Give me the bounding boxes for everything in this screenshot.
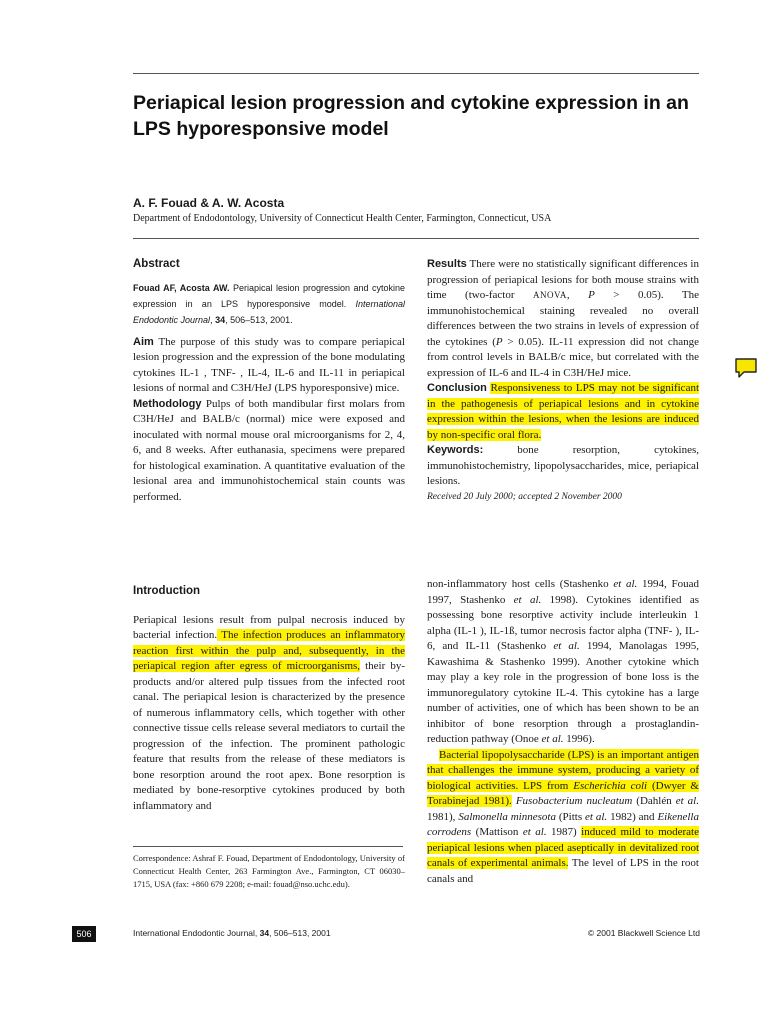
cite-sep: , (210, 314, 216, 325)
results-text-4: > 0.05). IL-11 expression did not change from control levels in BALB/c mice, but correlated with the expression of IL-6 and IL-4 in C3H/HeJ mice. (427, 335, 699, 379)
intro-p1-highlight[interactable]: The infection produces an inflammatory reaction first within the pulp and, subsequently, in the periapical region after egress of microorganisms, (133, 629, 405, 672)
abstract-right-column (427, 257, 699, 505)
r-p2-g: 1987) (546, 826, 582, 838)
r-p1-etal-2: et al. (513, 593, 542, 606)
conclusion-label: Conclusion (427, 382, 487, 394)
r-p2-etal-6: et al. (585, 810, 608, 823)
intro-right-paragraph-1 (427, 577, 699, 748)
results-p-symbol-2: P (495, 335, 503, 348)
methodology-paragraph (133, 397, 405, 506)
keywords-text: bone resorption, cytokines, immunohistochemistry, lipopolysaccharides, mice, periapical lesions. (427, 444, 699, 487)
results-text-1: There were no statistically significant differences in progression of periapical lesions for both mouse strains with time (two-factor (427, 258, 699, 301)
methodology-label: Methodology (133, 397, 202, 410)
correspondence-note: Correspondence: Ashraf F. Fouad, Department of Endodontology, University of Connecticut Health Center, 263 Farmington Ave., Farmington, CT 06030–1715, USA (fax: +860 679 2208; e-mail: fouad@nso.uchc.edu). (133, 853, 405, 889)
r-p2-e: 1982) and (607, 810, 658, 823)
comment-icon[interactable] (734, 357, 758, 379)
results-p-symbol-1: P (588, 289, 595, 301)
header-rule (133, 238, 699, 239)
author-list: A. F. Fouad & A. W. Acosta (133, 196, 285, 210)
abstract-heading: Abstract (133, 258, 180, 270)
affiliation: Department of Endodontology, University of Connecticut Health Center, Farmington, Connecticut, USA (133, 213, 552, 224)
cite-authors: Fouad AF, Acosta AW. (133, 282, 230, 293)
intro-right-column (427, 577, 699, 887)
received-date: Received 20 July 2000; accepted 2 November 2000 (427, 491, 622, 502)
footer-journal (133, 928, 331, 938)
r-p1-d: 1994, Manolagas 1995, Kawashima & Stashenko 1999). Another cytokine which may play a key role in the progression of bone loss is the immunoregulatory cytokine IL-4. This cytokine has a large number of activities, one of which has been shown to be an inhibitor of bone resorption through a prostaglandin-reduction pathway (Onoe (427, 640, 700, 745)
abstract-left-column (133, 257, 405, 505)
results-text-2: , (566, 289, 589, 301)
correspondence-rule (133, 846, 403, 847)
aim-label: Aim (133, 335, 154, 348)
footer-pages: , 506–513, 2001 (269, 928, 331, 938)
lps-highlight-text-1: Bacterial lipopolysaccharide (LPS) is an important antigen that challenges the immune system, producing a variety of biological activities. LPS from (427, 748, 699, 792)
intro-right-paragraph-2 (427, 748, 699, 888)
introduction-heading: Introduction (133, 585, 201, 597)
page-number: 506 (72, 926, 96, 942)
footer-copyright: © 2001 Blackwell Science Ltd (587, 928, 700, 938)
r-p1-c: 1998). Cytokines identified as possessing bone resorptive activity include interleukin 1 alpha (IL-1 ), IL-1ß, tumor necrosis factor alpha (TNF- ), IL-6, and IL-11 (Stashenko (427, 593, 699, 652)
cite-text: Periapical lesion progression and cytokine expression in an LPS hyporesponsive model. (133, 282, 405, 309)
cite-pages: , 506–513, 2001. (225, 314, 293, 325)
r-p2-etal-7: et al. (522, 826, 547, 838)
r-p1-etal-3: et al. (553, 640, 580, 652)
results-paragraph (427, 257, 699, 381)
anova-label: ANOVA (532, 290, 567, 300)
aim-paragraph (133, 335, 405, 397)
ecoli-species: Escherichia coli (573, 779, 648, 792)
footer-journal-name: International Endodontic Journal, (133, 928, 260, 938)
r-p2-d: (Pitts (555, 810, 586, 823)
footer-volume: 34 (259, 928, 270, 938)
article-title: Periapical lesion progression and cytokine expression in an LPS hyporesponsive model (133, 92, 689, 140)
intro-paragraph-1 (133, 613, 405, 815)
results-text-3: > 0.05). The immunohistochemical staining revealed no overall differences between the two strains in levels of expression of the cytokines ( (427, 289, 699, 348)
r-p1-e: 1996). (563, 733, 595, 745)
intro-left-column (133, 584, 405, 814)
r-p2-b: (Dahlén (632, 795, 676, 807)
conclusion-highlight[interactable]: Responsiveness to LPS may not be significant in the pathogenesis of periapical lesions and in cytokine expression within the lesions, when the lesions are induced by non-specific oral flora. (427, 382, 700, 441)
r-p1-a: non-inflammatory host cells (Stashenko (427, 578, 614, 590)
r-p2-c: 1981), (427, 810, 459, 823)
r-p1-etal-4: et al. (541, 733, 564, 745)
citation-block (133, 280, 405, 328)
keywords-label: Keywords: (427, 444, 484, 456)
lps-highlight-text-2: (Dwyer & Torabinejad 1981). (427, 779, 699, 807)
r-p1-b: 1994, Fouad 1997, Stashenko (427, 578, 700, 606)
salmonella-species: Salmonella minnesota (458, 810, 556, 823)
r-p1-etal-1: et al. (613, 578, 638, 590)
fusobacterium-species: Fusobacterium nucleatum (515, 795, 633, 807)
cite-volume: 34 (215, 314, 226, 325)
methodology-text: Pulps of both mandibular first molars from C3H/HeJ and BALB/c (normal) mice were exposed and inoculated with normal mouse oral microorganisms for 2, 4, 6, and 8 weeks. After euthanasia, specimens were prepared for histological examination. A quantitative evaluation of the lesional area and immunohistochemical stain counts was performed. (133, 397, 405, 503)
keywords-paragraph (427, 443, 699, 490)
top-rule (133, 73, 699, 74)
r-p2-etal-5: et al. (675, 795, 699, 807)
r-p2-h: The level of LPS in the root canals and (427, 857, 699, 885)
aim-text: The purpose of this study was to compare periapical lesion progression and the expression of the bone modulating cytokines IL-1 , TNF- , IL-4, IL-6 and IL-11 in periapical lesions of normal and C3H/HeJ (LPS hyporesponsive) mice. (133, 335, 405, 394)
results-label: Results (427, 258, 467, 270)
eikenella-species: Eikenella corrodens (427, 810, 699, 838)
r-p2-f: (Mattison (471, 826, 523, 838)
cite-journal: International Endodontic Journal (133, 298, 405, 325)
intro-p1-text-a: Periapical lesions result from pulpal necrosis induced by bacterial infection. (133, 613, 405, 641)
intro-p1-text-b: their by-products and/or altered pulp tissues from the infected root canal. The periapical lesion is characterized by the presence of numerous inflammatory cells, which together with other connective tissue cells release several mediators to curtail the progression of the infection. The prominent pathologic feature that results from the release of these mediators is bone resorption around the root apex. Bone resorption is mediated by bone-resorptive cytokines produced by both inflammatory and (133, 660, 405, 812)
lps-highlight-2[interactable]: induced mild to moderate periapical lesions when placed aseptically in devitalized root canals of experimental animals. (427, 826, 699, 869)
conclusion-paragraph (427, 381, 699, 443)
